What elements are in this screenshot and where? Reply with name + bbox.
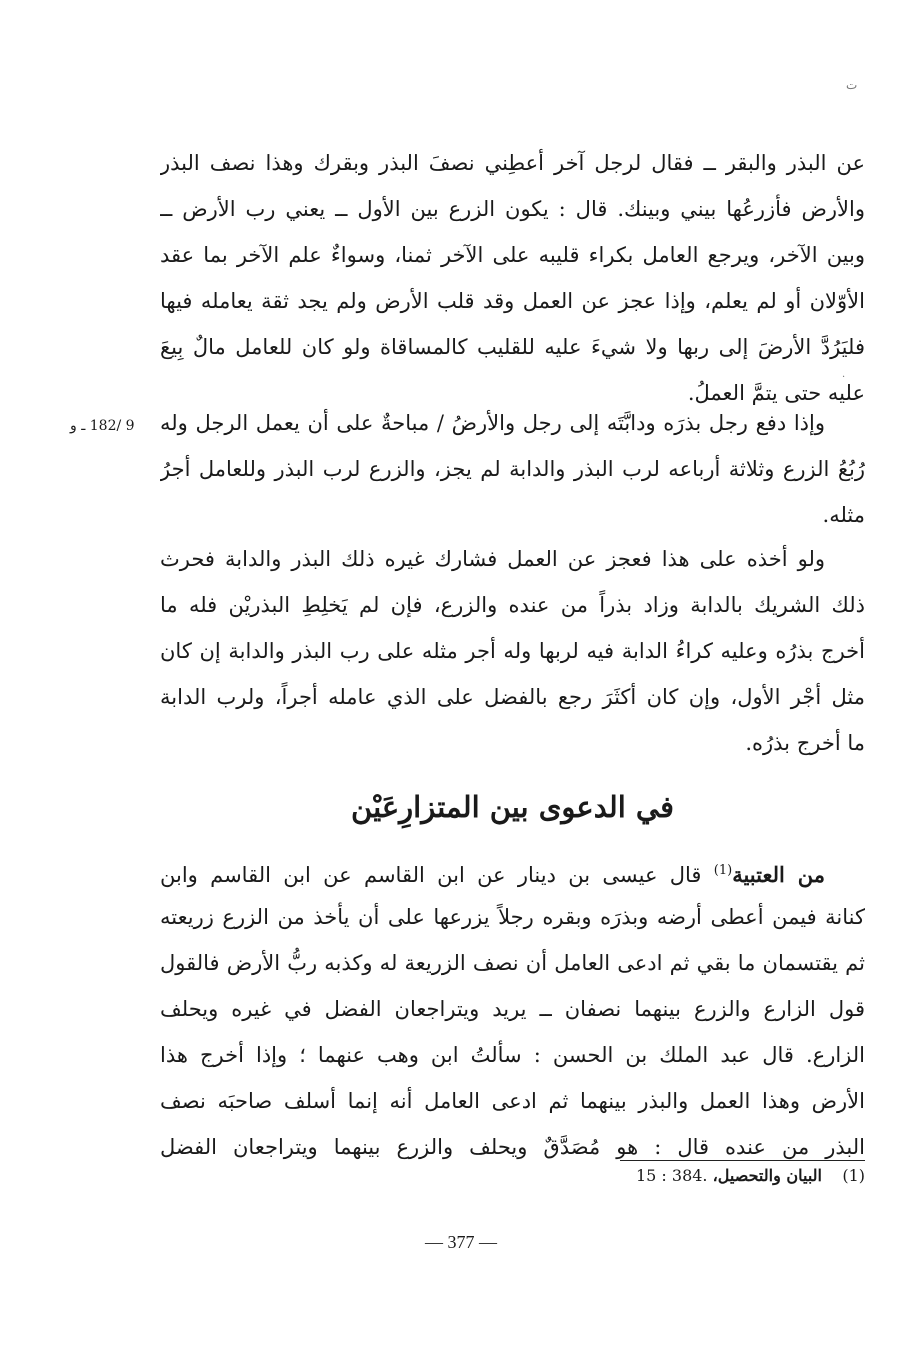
text-line: والأرض فأزرعُها بيني وبينك. قال : يكون الزرع بين الأول ــ يعني رب الأرض ــ [160, 197, 865, 221]
footnote [540, 1166, 865, 1185]
text-line: عليه حتى يتمَّ العملُ. [687, 381, 865, 405]
text-line: ولو أخذه على هذا فعجز عن العمل فشارك غيره ذلك البذر والدابة فحرث [160, 547, 825, 571]
text-line: ثم يقتسمان ما بقي ثم ادعى العامل أن نصف الزريعة له وكذبه ربُّ الأرض فالقول [160, 951, 865, 975]
paragraph-4 [160, 848, 865, 1170]
text-line: رُبُعُ الزرع وثلاثة أرباعه لرب البذر والدابة لم يجز، والزرع لرب البذر وللعامل أجرُ [160, 457, 865, 481]
text-line: كنانة فيمن أعطى أرضه وبذرَه وبقره رجلاً يزرعها على أن يأخذ من الزرع زريعته [160, 905, 865, 929]
page-number: — 377 — [425, 1232, 497, 1252]
paragraph-3 [160, 536, 865, 766]
text-line: مثل أجْر الأول، وإن كان أكثَرَ رجع بالفضل على الذي عامله أجراً، ولرب الدابة [160, 685, 865, 709]
footnote-marker: (1) [842, 1166, 865, 1185]
text-line: عن البذر والبقر ــ فقال لرجل آخر أعطِني نصفَ البذر وبقرك وهذا نصف البذر [160, 151, 865, 175]
text-run: قال عيسى بن دينار عن ابن القاسم عن ابن القاسم وابن [160, 863, 714, 887]
footnote-ref: (1) [713, 863, 733, 878]
paragraph-1 [160, 140, 865, 416]
paragraph-2 [160, 400, 865, 538]
scan-speck: ت [846, 78, 858, 92]
text-line: ذلك الشريك بالدابة وزاد بذراً من عنده والزرع، فإن لم يَخلِطِ البذريْن فله ما [160, 593, 865, 617]
text-line: وإذا دفع رجل بذرَه ودابَّتَه إلى رجل والأرضُ / مباحةٌ على أن يعمل الرجل وله [160, 411, 825, 435]
footnote-source: البيان والتحصيل، [712, 1166, 822, 1185]
scan-dot: · [842, 372, 846, 383]
text-line: الأوّلان أو لم يعلم، وإذا عجز عن العمل وقد قلب الأرض ولم يجد ثقة يعامله فيها [160, 289, 865, 313]
text-line: أخرج بذرُه وعليه كراءُ الدابة فيه لربها وله أجر مثله على رب البذر والدابة إن كان [160, 639, 865, 663]
text-line: وبين الآخر، ويرجع العامل بكراء قليبه على الآخر ثمنا، وسواءٌ علم الآخر بما عقد [160, 243, 865, 267]
footnote-divider [620, 1160, 865, 1161]
text-line: البذر من عنده قال : هو مُصَدَّقٌ ويحلف والزرع بينهما ويتراجعان الفضل [160, 1135, 865, 1159]
text-line: الأرض وهذا العمل والبذر بينهما ثم ادعى العامل أنه إنما أسلف صاحبَه نصف [160, 1089, 865, 1113]
footnote-ref-pages: 15 : 384. [635, 1166, 708, 1185]
text-line: الزارع. قال عبد الملك بن الحسن : سألتُ ابن وهب عنهما ؛ وإذا أخرج هذا [160, 1043, 865, 1067]
source-title: من العتبية [732, 862, 826, 887]
section-heading: في الدعوى بين المتزارِعَيْن [351, 790, 674, 824]
margin-folio-note: 9 /182 ـ و [70, 418, 135, 434]
text-line: ما أخرج بذرُه. [745, 731, 865, 755]
text-line [160, 848, 865, 894]
text-line: مثله. [822, 503, 865, 527]
text-line: فليَرُدَّ الأرضَ إلى ربها ولا شيءَ عليه للقليب كالمساقاة ولو كان للعامل مالٌ بِيعَ [160, 335, 865, 359]
text-line: قول الزارع والزرع بينهما نصفان ــ يريد ويتراجعان الفضل في غيره ويحلف [160, 997, 865, 1021]
